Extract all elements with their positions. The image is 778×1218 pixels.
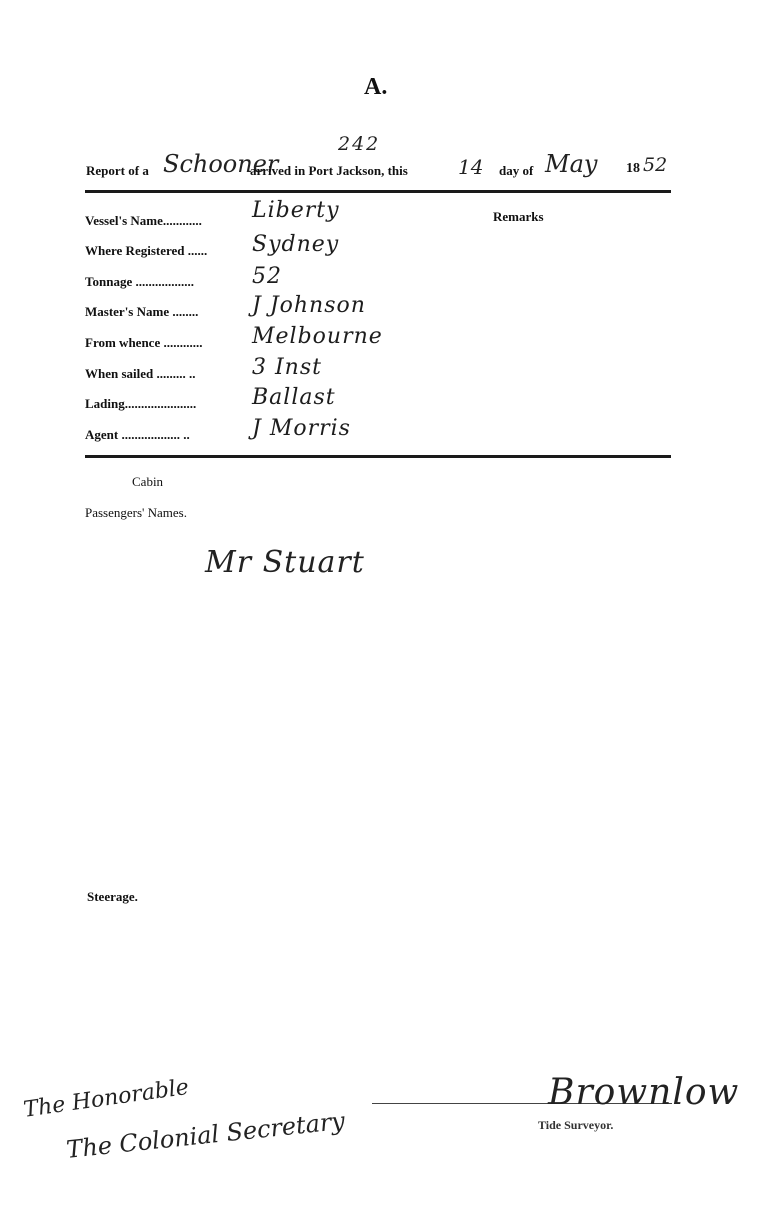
tonnage-value: 52 (252, 264, 282, 289)
day-of-text: day of (499, 163, 534, 178)
from-whence-value: Melbourne (252, 324, 383, 349)
when-sailed-label: When sailed ......... .. (85, 366, 196, 381)
form-heading: A. (364, 74, 388, 100)
lading-value: Ballast (252, 385, 336, 410)
addressee-line-2: The Colonial Secretary (65, 1106, 347, 1164)
cabin-label: Cabin (132, 474, 164, 489)
month-handwritten: May (545, 150, 598, 178)
tonnage-label: Tonnage .................. (85, 274, 194, 289)
vessel-type-handwritten: Schooner (163, 150, 279, 178)
vessel-name-label: Vessel's Name............ (85, 213, 202, 228)
tide-surveyor-label: Tide Surveyor. (538, 1118, 614, 1132)
from-whence-label: From whence ............ (85, 335, 203, 350)
entry-number: 242 (338, 133, 381, 155)
agent-value: J Morris (252, 416, 351, 441)
day-handwritten: 14 (458, 155, 484, 179)
report-prefix: Report of a (86, 163, 149, 178)
top-rule (85, 190, 671, 193)
passengers-names-label: Passengers' Names. (85, 505, 187, 520)
vessel-name-value: Liberty (252, 198, 340, 223)
masters-name-value: J Johnson (252, 293, 366, 318)
arrived-text: arrived in Port Jackson, this (250, 163, 408, 178)
steerage-label: Steerage. (87, 889, 138, 904)
lading-label: Lading...................... (85, 396, 197, 411)
when-sailed-value: 3 Inst (252, 355, 322, 380)
year-printed: 18 (626, 161, 640, 176)
cabin-passenger-entry: Mr Stuart (205, 545, 365, 580)
where-registered-label: Where Registered ...... (85, 243, 208, 258)
remarks-label: Remarks (493, 209, 544, 224)
where-registered-value: Sydney (252, 232, 340, 257)
addressee-line-1: The Honorable (22, 1074, 191, 1123)
middle-rule (85, 455, 671, 458)
year-handwritten: 52 (643, 154, 668, 176)
surveyor-signature: Brownlow (548, 1072, 740, 1113)
masters-name-label: Master's Name ........ (85, 304, 199, 319)
agent-label: Agent .................. .. (85, 427, 190, 442)
